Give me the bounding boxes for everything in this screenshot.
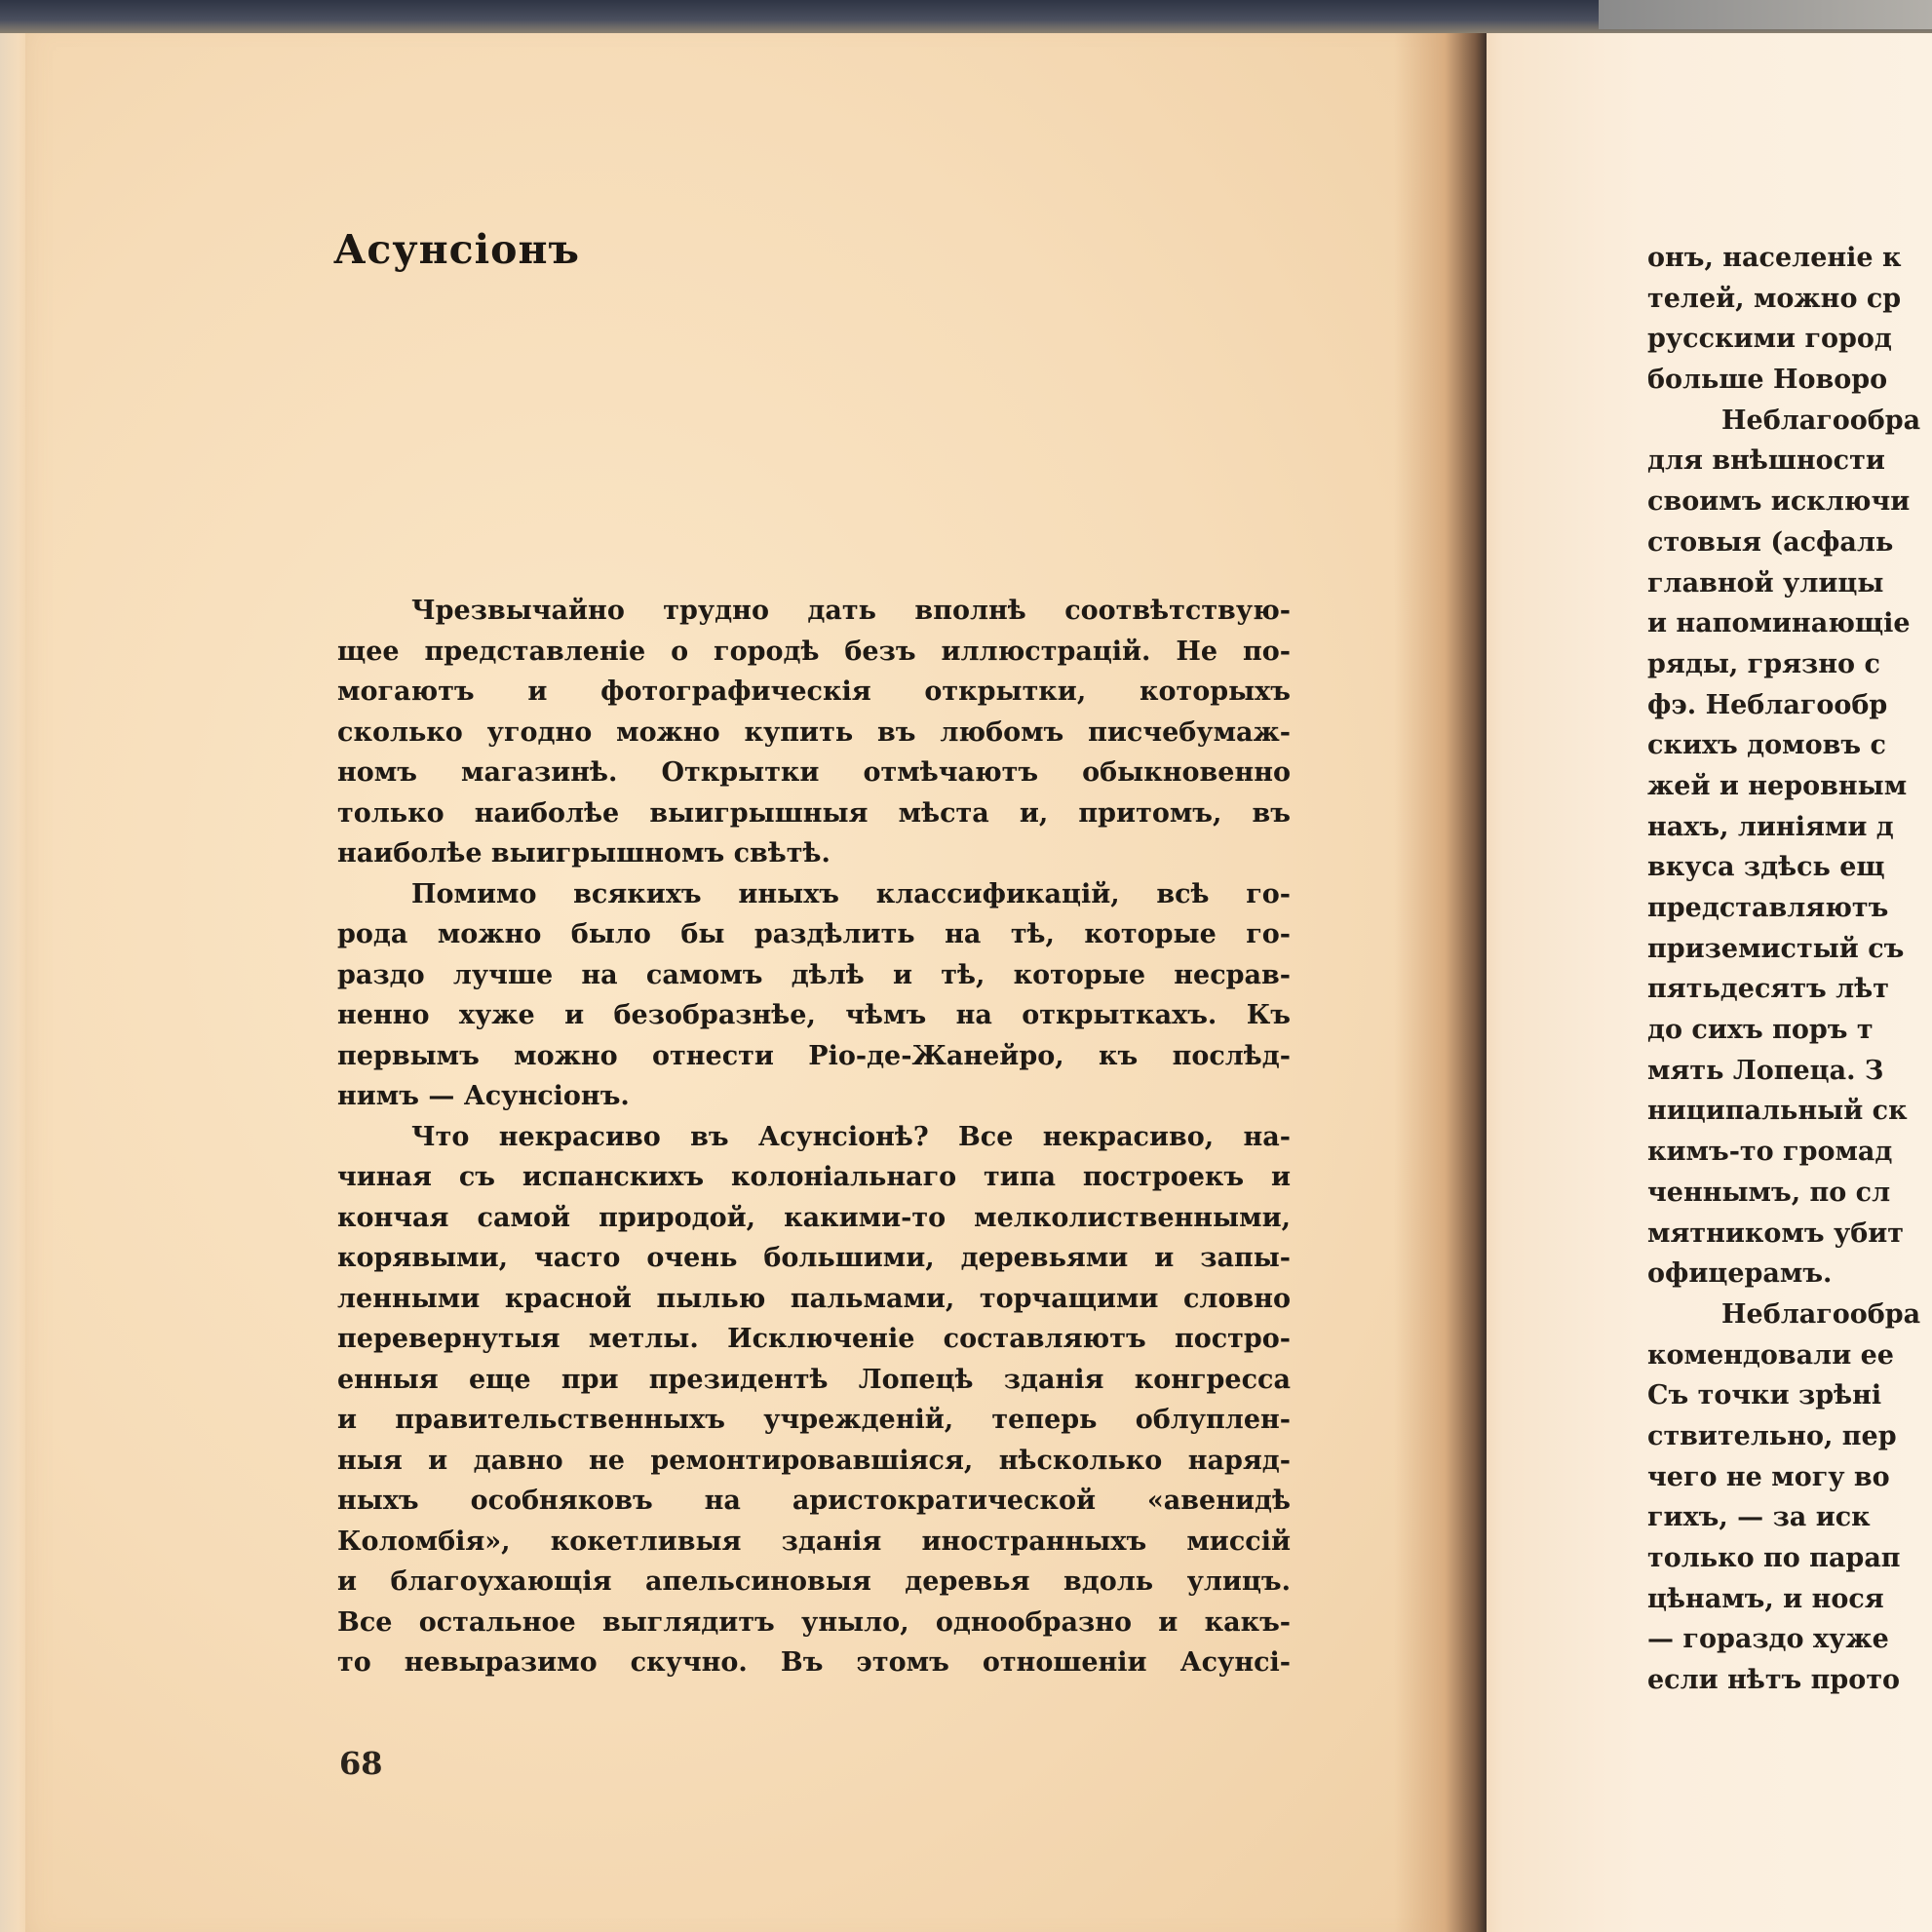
scanner-top-edge-right [1599, 0, 1932, 29]
text-line: своимъ исключи [1647, 486, 1911, 518]
page-number: 68 [339, 1745, 383, 1782]
text-line: мятникомъ убит [1647, 1217, 1905, 1249]
left-page-body-text [337, 591, 1291, 1683]
text-line: и напоминающіе [1647, 608, 1911, 639]
text-line: рода можно было бы раздѣлить на тѣ, которые го- [337, 919, 1291, 949]
text-line: цѣнамъ, и нося [1647, 1583, 1884, 1614]
text-line: ниципальный ск [1647, 1096, 1908, 1127]
text-line: и правительственныхъ учрежденій, теперь облуплен- [337, 1405, 1291, 1435]
chapter-heading: Асунсіонъ [333, 226, 580, 273]
text-line: ныя и давно не ремонтировавшіяся, нѣсколько наряд- [337, 1445, 1291, 1476]
text-line: офицерамъ. [1647, 1258, 1833, 1290]
text-line: жей и неровным [1647, 770, 1908, 801]
text-line: могаютъ и фотографическія открытки, которыхъ [337, 676, 1291, 707]
text-line: Что некрасиво въ Асунсіонѣ? Все некрасиво, на- [411, 1121, 1291, 1152]
text-line: приземистый съ [1647, 933, 1905, 964]
text-line: Чрезвычайно трудно дать вполнѣ соотвѣтствую- [411, 596, 1291, 626]
text-line: фэ. Неблагообр [1647, 689, 1888, 720]
text-line: то невыразимо скучно. Въ этомъ отношеніи Асунсі- [337, 1647, 1291, 1678]
text-line: русскими город [1647, 324, 1892, 355]
text-line: если нѣтъ прото [1647, 1665, 1901, 1696]
text-line: нимъ — Асунсіонъ. [337, 1081, 630, 1111]
text-line: до сихъ поръ т [1647, 1015, 1874, 1046]
text-line: кончая самой природой, какими-то мелколиственными, [337, 1202, 1291, 1233]
text-line: кимъ-то громад [1647, 1137, 1893, 1168]
text-line: номъ магазинѣ. Открытки отмѣчаютъ обыкновенно [337, 757, 1291, 788]
text-line: телей, можно ср [1647, 283, 1902, 314]
text-line: енныя еще при президентѣ Лопецѣ зданія конгресса [337, 1364, 1291, 1395]
text-line: только наиболѣе выигрышныя мѣста и, притомъ, въ [337, 797, 1291, 829]
text-line: Неблагообра [1721, 405, 1921, 436]
book-gutter [1394, 33, 1487, 1932]
right-page-body-text [1647, 238, 1932, 1701]
text-line: ряды, грязно с [1647, 648, 1880, 679]
text-line: для внѣшности [1647, 445, 1885, 477]
text-line: Неблагообра [1721, 1298, 1921, 1330]
text-line: больше Новоро [1647, 365, 1888, 396]
text-line: Помимо всякихъ иныхъ классификацій, всѣ го- [411, 878, 1291, 909]
text-line: ненно хуже и безобразнѣе, чѣмъ на открыткахъ. Къ [337, 1000, 1291, 1030]
text-line: Все остальное выглядитъ уныло, однообразно и какъ- [337, 1606, 1291, 1638]
text-line: ленными красной пылью пальмами, торчащими словно [337, 1283, 1291, 1314]
text-line: раздо лучше на самомъ дѣлѣ и тѣ, которые несрав- [337, 959, 1291, 990]
text-line: представляютъ [1647, 893, 1889, 923]
text-line: ствительно, пер [1647, 1420, 1897, 1451]
text-line: сколько угодно можно купить въ любомъ писчебумаж- [337, 716, 1291, 748]
text-line: чиная съ испанскихъ колоніальнаго типа построекъ и [337, 1162, 1291, 1192]
text-line: стовыя (асфаль [1647, 526, 1894, 558]
text-line: чего не могу во [1647, 1461, 1890, 1492]
text-line: мять Лопеца. З [1647, 1055, 1884, 1086]
text-line: корявыми, часто очень большими, деревьями и запы- [337, 1243, 1291, 1273]
text-line: нахъ, линіями д [1647, 811, 1894, 842]
text-line: Съ точки зрѣні [1647, 1380, 1882, 1411]
text-line: онъ, населеніе к [1647, 243, 1902, 273]
text-line: только по парап [1647, 1543, 1901, 1573]
text-line: щее представленіе о городѣ безъ иллюстрацій. Не по- [337, 636, 1291, 667]
text-line: гихъ, — за иск [1647, 1502, 1871, 1533]
text-line: ныхъ особняковъ на аристократической «авенидѣ [337, 1486, 1291, 1516]
text-line: пятьдесятъ лѣт [1647, 974, 1889, 1005]
text-line: Коломбія», кокетливыя зданія иностранныхъ миссій [337, 1526, 1291, 1557]
text-line: — гораздо хуже [1647, 1624, 1889, 1655]
text-line: скихъ домовъ с [1647, 730, 1886, 761]
left-page-edge [0, 33, 25, 1932]
text-line: и благоухающія апельсиновыя деревья вдоль улицъ. [337, 1566, 1291, 1597]
text-line: главной улицы [1647, 567, 1884, 599]
text-line: комендовали ее [1647, 1339, 1894, 1371]
text-line: вкуса здѣсь ещ [1647, 852, 1885, 883]
text-line: ченнымъ, по сл [1647, 1177, 1891, 1208]
text-line: первымъ можно отнести Ріо-де-Жанейро, къ послѣд- [337, 1040, 1291, 1071]
text-line: перевернутыя метлы. Исключеніе составляютъ постро- [337, 1324, 1291, 1354]
text-line: наиболѣе выигрышномъ свѣтѣ. [337, 838, 831, 869]
